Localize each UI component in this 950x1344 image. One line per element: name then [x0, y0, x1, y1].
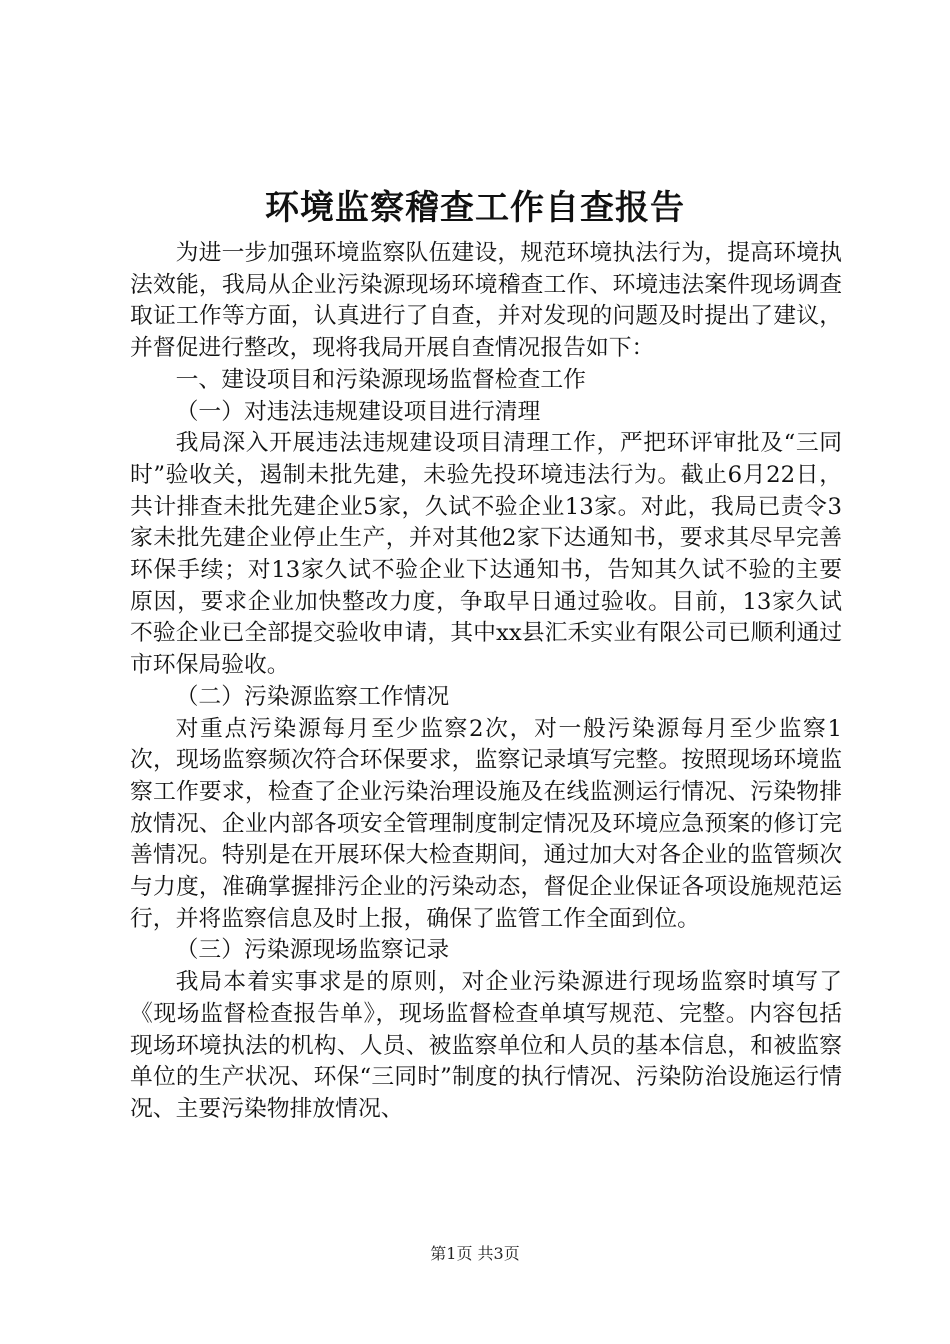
- subsection-1-heading: （一）对违法违规建设项目进行清理: [175, 398, 541, 425]
- subsection-2-paragraph: 对重点污染源每月至少监察2次，对一般污染源每月至少监察1次，现场监察频次符合环保要求，监察记录填写完整。按照现场环境监察工作要求，检查了企业污染治理设施及在线监测运行情况、污染物排放情况、企业内部各项安全管理制度制定情况及环境应急预案的修订完善情况。特别是在开展环保大检查期间，通过加大对各企业的监管频次与力度，准确掌握排污企业的污染动态，督促企业保证各项设施规范运行，并将监察信息及时上报，确保了监管工作全面到位。: [130, 715, 842, 932]
- intro-paragraph: 为进一步加强环境监察队伍建设，规范环境执法行为，提高环境执法效能，我局从企业污染源现场环境稽查工作、环境违法案件现场调查取证工作等方面，认真进行了自查，并对发现的问题及时提出了建议，并督促进行整改，现将我局开展自查情况报告如下：: [130, 240, 842, 362]
- subsection-1-paragraph: 我局深入开展违法违规建设项目清理工作，严把环评审批及“三同时”验收关，遏制未批先建，未验先投环境违法行为。截止6月22日，共计排查未批先建企业5家，久试不验企业13家。对此，我局已责令3家未批先建企业停止生产，并对其他2家下达通知书，要求其尽早完善环保手续；对13家久试不验企业下达通知书，告知其久试不验的主要原因，要求企业加快整改力度，争取早日通过验收。目前，13家久试不验企业已全部提交验收申请，其中xx县汇禾实业有限公司已顺利通过市环保局验收。: [130, 430, 842, 679]
- subsection-2-heading: （二）污染源监察工作情况: [175, 683, 450, 710]
- document-body: [130, 238, 842, 1126]
- section-1-heading: 一、建设项目和污染源现场监督检查工作: [175, 366, 586, 393]
- page-footer: 第1页 共3页: [430, 1244, 520, 1263]
- subsection-3-heading: （三）污染源现场监察记录: [175, 937, 450, 964]
- document-title: 环境监察稽查工作自查报告: [265, 188, 685, 228]
- subsection-3-paragraph: 我局本着实事求是的原则，对企业污染源进行现场监察时填写了《现场监督检查报告单》，现场监督检查单填写规范、完整。内容包括现场环境执法的机构、人员、被监察单位和人员的基本信息，和被监察单位的生产状况、环保“三同时”制度的执行情况、污染防治设施运行情况、主要污染物排放情况、: [130, 969, 842, 1122]
